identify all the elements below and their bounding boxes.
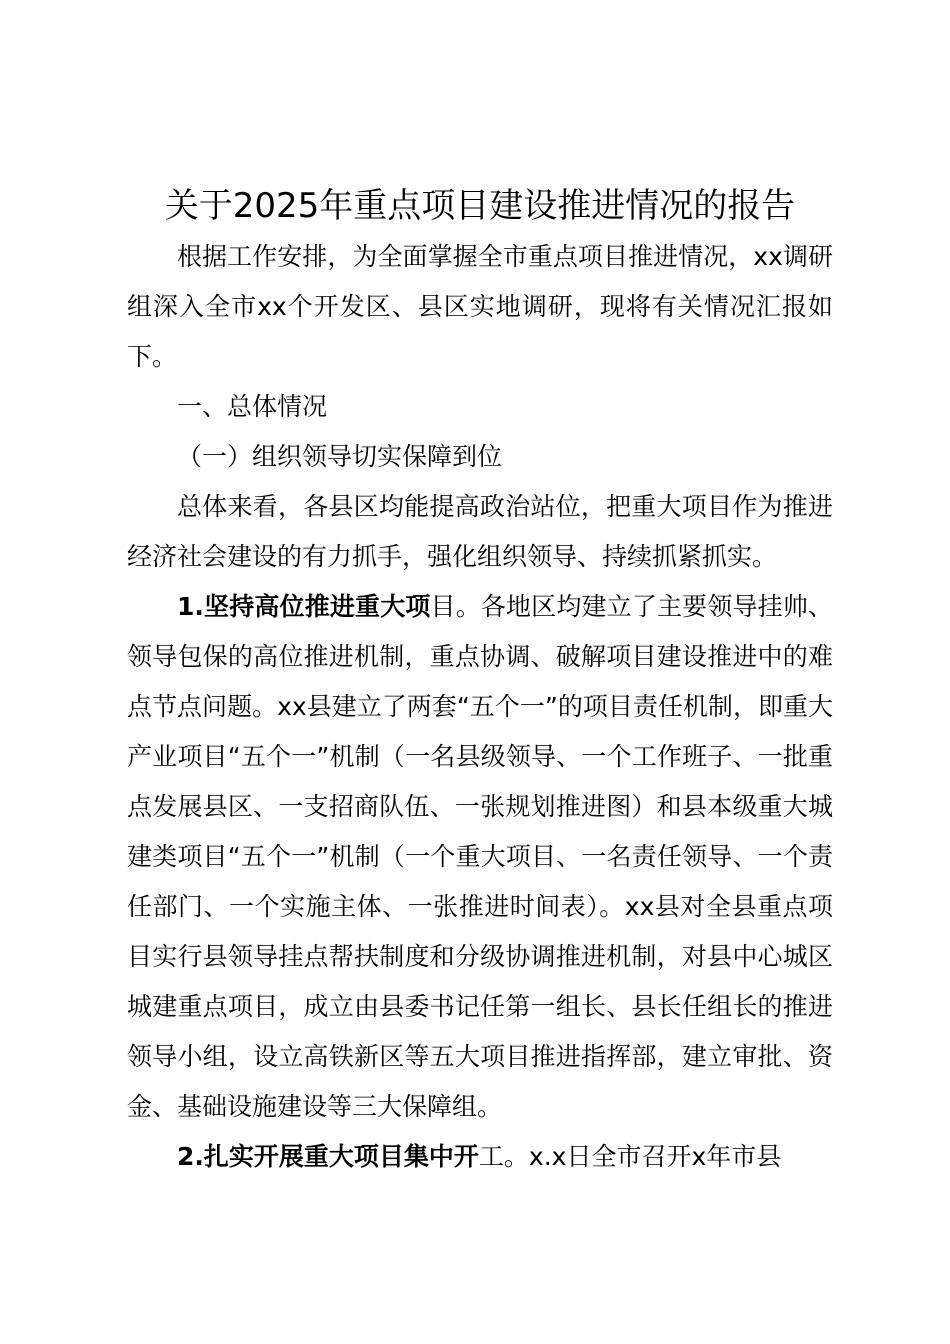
document-title: 关于2025年重点项目建设推进情况的报告 (164, 186, 796, 226)
paragraph-point-2 (127, 1132, 833, 1182)
document-body (127, 180, 833, 1182)
subsection-heading (127, 432, 833, 482)
paragraph-text: 工。x.x日全市召开x年市县 (478, 1142, 782, 1171)
paragraph-text: 目。各地区均建立了主要领导挂帅、领导包保的高位推进机制，重点协调、破解项目建设推进中的难点节点问题。xx县建立了两套“五个一”的项目责任机制，即重大产业项目“五个一”机制（一名县级领导、一个工作班子、一批重点发展县区、一支招商队伍、一张规划推进图）和县本级重大城建类项目“五个一”机制（一个重大项目、一名责任领导、一个责任部门、一个实施主体、一张推进时间表）。xx县对全县重点项目实行县领导挂点帮扶制度和分级协调推进机制，对县中心城区城建重点项目，成立由县委书记任第一组长、县长任组长的推进领导小组，设立高铁新区等五大项目推进指挥部，建立审批、资金、基础设施建设等三大保障组。 (127, 592, 833, 1121)
paragraph-text: 根据工作安排，为全面掌握全市重点项目推进情况，xx调研组深入全市xx个开发区、县区实地调研，现将有关情况汇报如下。 (127, 242, 833, 371)
paragraph-text: 总体来看，各县区均能提高政治站位，把重大项目作为推进经济社会建设的有力抓手，强化组织领导、持续抓紧抓实。 (127, 492, 833, 571)
section-heading (127, 382, 833, 432)
paragraph-point-1 (127, 582, 833, 1132)
section-heading-text: 一、总体情况 (177, 392, 328, 421)
point-lead-bold: 1.坚持高位推进重大项 (177, 592, 431, 621)
paragraph-intro (127, 232, 833, 382)
point-lead-bold: 2.扎实开展重大项目集中开 (177, 1142, 479, 1171)
paragraph-overview (127, 482, 833, 582)
subsection-heading-text: （一）组织领导切实保障到位 (177, 442, 503, 471)
